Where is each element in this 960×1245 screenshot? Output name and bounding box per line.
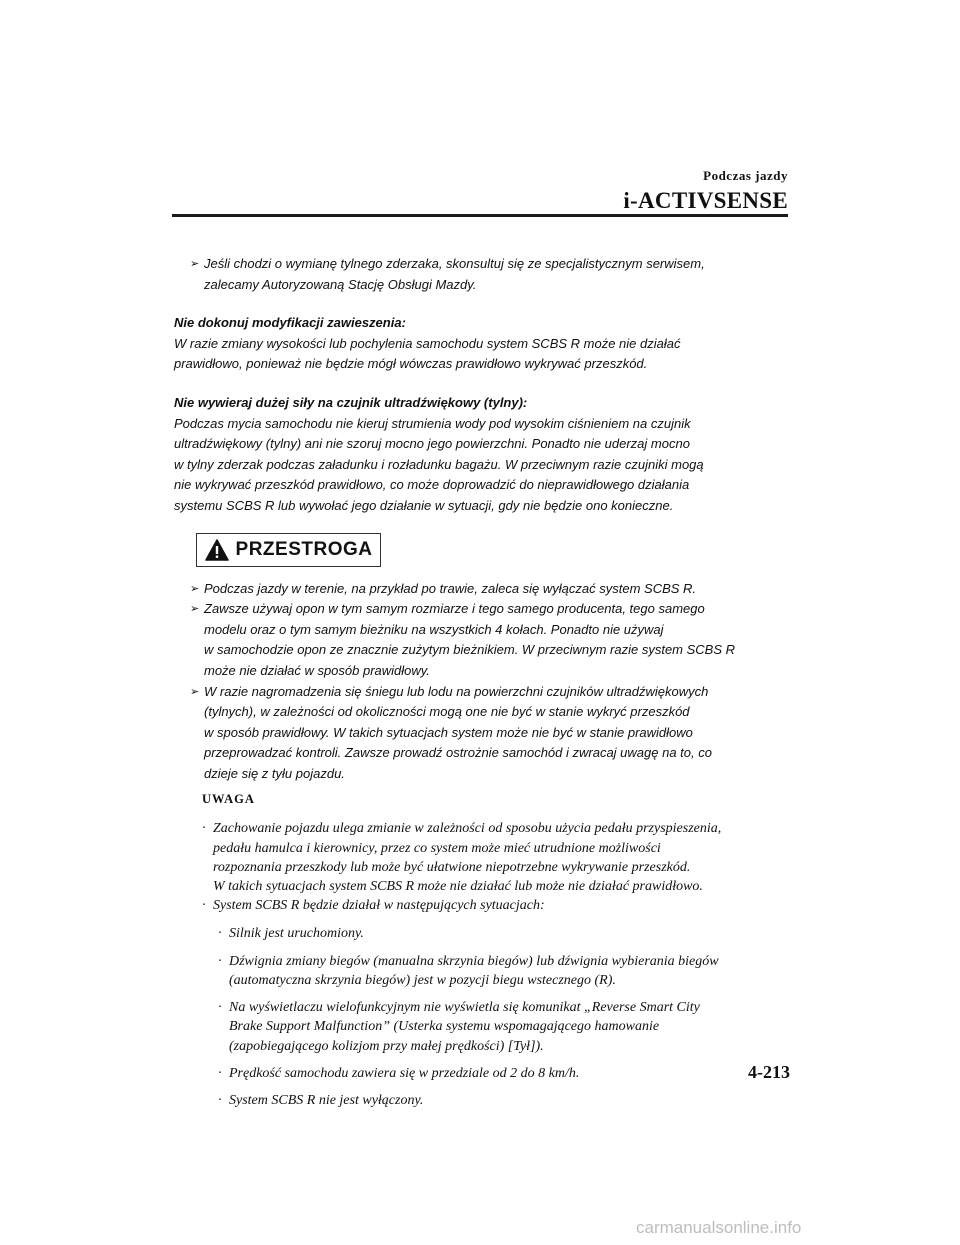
text-line: System SCBS R będzie działał w następujących sytuacjach: — [213, 898, 545, 914]
note-subitem — [174, 1091, 794, 1110]
caution-item — [190, 579, 794, 600]
text-line: Podczas jazdy w terenie, na przykład po trawie, zaleca się wyłączać system SCBS R. — [204, 580, 697, 596]
text-line: nie wykrywać przeszkód prawidłowo, co może doprowadzić do nieprawidłowego działania — [174, 477, 690, 493]
caution-label: PRZESTROGA — [235, 538, 373, 560]
text-line: W razie zmiany wysokości lub pochylenia samochodu system SCBS R może nie działać — [174, 335, 681, 351]
note-item — [174, 819, 794, 896]
text-line: (automatyczna skrzynia biegów) jest w pozycji biegu wstecznego (R). — [229, 972, 616, 988]
page-number: 4-213 — [748, 1062, 790, 1082]
caution-item — [190, 599, 794, 681]
text-line: System SCBS R nie jest wyłączony. — [229, 1092, 424, 1108]
text-line: ultradźwiękowy (tylny) ani nie szoruj mocno jego powierzchni. Ponadto nie uderzaj mocno — [174, 436, 690, 452]
running-header — [623, 168, 788, 214]
header-rule — [172, 214, 788, 217]
bullet-dot-icon: · — [217, 926, 223, 942]
bullet-dot-icon: · — [201, 821, 207, 837]
section-heading: Nie wywieraj dużej siły na czujnik ultradźwiękowy (tylny): — [174, 394, 528, 410]
caution-box — [196, 533, 381, 567]
bullet-dot-icon: · — [217, 953, 223, 969]
note-item — [174, 896, 794, 915]
bullet-dot-icon: · — [201, 898, 207, 914]
text-line: pedału hamulca i kierownicy, przez co system może mieć utrudnione możliwości — [213, 840, 661, 856]
text-line: W takich sytuacjach system SCBS R może nie działać lub może nie działać prawidłowo. — [213, 879, 703, 895]
section-heading: Nie dokonuj modyfikacji zawieszenia: — [174, 315, 406, 331]
text-line: W razie nagromadzenia się śniegu lub lodu na powierzchni czujników ultradźwiękowych — [204, 683, 709, 699]
page-body — [174, 254, 794, 1110]
note-subitem — [174, 952, 794, 990]
bullet-dot-icon: · — [217, 1065, 223, 1081]
note-label: UWAGA — [202, 792, 255, 807]
text-line: Dźwignia zmiany biegów (manualna skrzynia biegów) lub dźwignia wybierania biegów — [229, 953, 719, 969]
bullet-dot-icon: · — [217, 1000, 223, 1016]
text-line: systemu SCBS R lub wywołać jego działanie w sytuacji, gdy nie będzie ono konieczne. — [174, 497, 674, 513]
text-line: w sposób prawidłowy. W takich sytuacjach system może nie być w stanie prawidłowo — [204, 724, 693, 740]
text-line: Brake Support Malfunction” (Usterka systemu wspomagającego hamowanie — [229, 1019, 660, 1035]
text-line: może nie działać w sposób prawidłowy. — [204, 662, 430, 678]
warning-triangle-icon — [205, 539, 229, 561]
text-line: Zachowanie pojazdu ulega zmianie w zależności od sposobu użycia pedału przyspieszenia, — [213, 821, 722, 837]
text-line: zalecamy Autoryzowaną Stację Obsługi Mazdy. — [204, 276, 477, 292]
arrow-bullet-icon: ➢ — [190, 603, 200, 616]
caution-item — [190, 682, 794, 785]
text-line: Silnik jest uruchomiony. — [229, 926, 364, 942]
text-line: Prędkość samochodu zawiera się w przedziale od 2 do 8 km/h. — [229, 1065, 580, 1081]
bullet-dot-icon: · — [217, 1092, 223, 1108]
text-line: przeprowadzać kontroli. Zawsze prowadź ostrożnie samochód i zwracaj uwagę na to, co — [204, 745, 712, 761]
arrow-bullet-icon: ➢ — [190, 258, 200, 270]
note-subitem — [174, 924, 794, 943]
chapter-name: Podczas jazdy — [703, 168, 788, 183]
top-continuation-item — [174, 254, 794, 295]
text-line: Na wyświetlaczu wielofunkcyjnym nie wyświetla się komunikat „Reverse Smart City — [229, 1000, 700, 1016]
note-list — [174, 819, 794, 1110]
text-line: prawidłowo, ponieważ nie będzie mógł wówczas prawidłowo wykrywać przeszkód. — [174, 356, 648, 372]
section-sensor — [174, 393, 794, 517]
note-subitem — [174, 1064, 794, 1083]
text-line: Jeśli chodzi o wymianę tylnego zderzaka, skonsultuj się ze specjalistycznym serwisem, — [204, 256, 705, 271]
text-line: (zapobiegającego kolizjom przy małej prędkości) [Tył]). — [229, 1038, 544, 1054]
text-line: modelu oraz o tym samym bieżniku na wszystkich 4 kołach. Ponadto nie używaj — [204, 621, 664, 637]
text-line: w samochodzie opon ze znacznie zużytym bieżnikiem. W przeciwnym razie system SCBS R — [204, 642, 736, 658]
text-line: dzieje się z tyłu pojazdu. — [204, 765, 345, 781]
text-line: rozpoznania przeszkody lub może być ułatwione niepotrzebne wykrywanie przeszkód. — [213, 859, 691, 875]
watermark: carmanualsonline.info — [636, 1218, 802, 1237]
arrow-bullet-icon: ➢ — [190, 582, 200, 595]
caution-list — [174, 579, 794, 785]
arrow-bullet-icon: ➢ — [190, 685, 200, 698]
text-line: (tylnych), w zależności od okoliczności mogą one nie być w stanie wykryć przeszkód — [204, 704, 690, 720]
text-line: Podczas mycia samochodu nie kieruj strumienia wody pod wysokim ciśnieniem na czujnik — [174, 415, 691, 431]
section-title: i-ACTIVSENSE — [623, 188, 788, 213]
text-line: Zawsze używaj opon w tym samym rozmiarze i tego samego producenta, tego samego — [204, 601, 705, 617]
text-line: w tylny zderzak podczas załadunku i rozładunku bagażu. W przeciwnym razie czujniki mogą — [174, 456, 704, 472]
section-suspension — [174, 313, 794, 375]
note-subitem — [174, 998, 794, 1056]
